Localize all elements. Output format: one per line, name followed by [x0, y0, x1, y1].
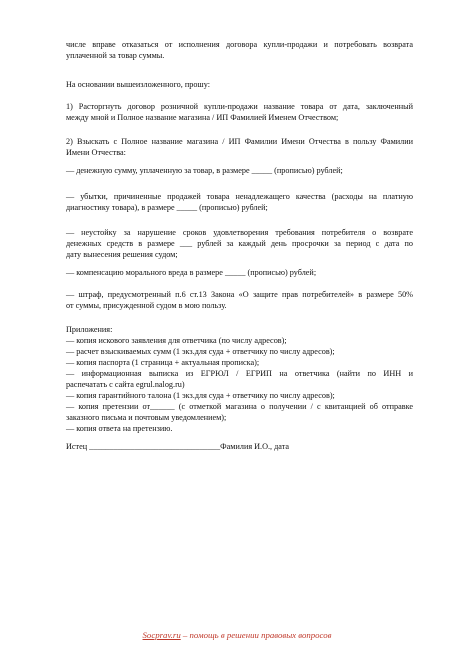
text-line: диагностику товара), в размере _____ (прописью) рублей;: [66, 203, 268, 212]
text-line: 2) Взыскать с Полное название магазина / ИП Фамилии Имени Отчества в пользу Фамилии: [66, 137, 413, 146]
text-line: — копия претензии от______ (с отметкой магазина о получении / с квитанцией об отправке: [66, 402, 413, 411]
signature-line: Истец ________________________________Фамилия И.О., дата: [66, 442, 290, 451]
text-line: Приложения:: [66, 325, 113, 334]
text-line: — денежную сумму, уплаченную за товар, в размере _____ (прописью) рублей;: [66, 166, 343, 175]
text-line: — штраф, предусмотренный п.6 ст.13 Закона «О защите прав потребителей» в размере 50%: [66, 290, 413, 299]
text-line: — расчет взыскиваемых сумм (1 экз.для суда + ответчику по числу адресов);: [66, 347, 335, 356]
text-line: денежных средств в размере ___ рублей за каждый день просрочки за период с дата по: [66, 239, 413, 248]
text-line: дату вынесения решения судом;: [66, 250, 178, 259]
text-line: между мной и Полное название магазина / ИП Фамилией Именем Отчеством;: [66, 113, 339, 122]
text-line: — убытки, причиненные продажей товара ненадлежащего качества (расходы на платную: [66, 192, 413, 201]
text-line: заказного письма и почтовым уведомлением);: [66, 413, 227, 422]
footer-tagline: – помощь в решении правовых вопросов: [180, 630, 332, 640]
text-line: — неустойку за нарушение сроков удовлетворения требования потребителя о возврате: [66, 228, 413, 237]
text-line: — компенсацию морального вреда в размере _____ (прописью) рублей;: [66, 268, 317, 277]
text-line: числе вправе отказаться от исполнения договора купли-продажи и потребовать возврата: [66, 40, 413, 49]
footer: [0, 630, 474, 640]
text-line: уплаченной за товар суммы.: [66, 51, 165, 60]
text-line: 1) Расторгнуть договор розничной купли-продажи название товара от дата, заключенный: [66, 102, 413, 111]
footer-site-link[interactable]: Socprav.ru: [142, 630, 181, 640]
text-line: — копия искового заявления для ответчика (по числу адресов);: [66, 336, 287, 345]
text-line: На основании вышеизложенного, прошу:: [66, 80, 210, 89]
text-line: распечатать с сайта egrul.nalog.ru): [66, 380, 185, 389]
text-line: — копия гарантийного талона (1 экз.для суда + ответчику по числу адресов);: [66, 391, 335, 400]
text-line: от суммы, присужденной судом в мою пользу.: [66, 301, 227, 310]
text-line: — копия ответа на претензию.: [66, 424, 173, 433]
text-line: — информационная выписка из ЕГРЮЛ / ЕГРИП на ответчика (найти по ИНН и: [66, 369, 413, 378]
text-line: — копия паспорта (1 страница + актуальная прописка);: [66, 358, 260, 367]
text-line: Имени Отчества:: [66, 148, 126, 157]
